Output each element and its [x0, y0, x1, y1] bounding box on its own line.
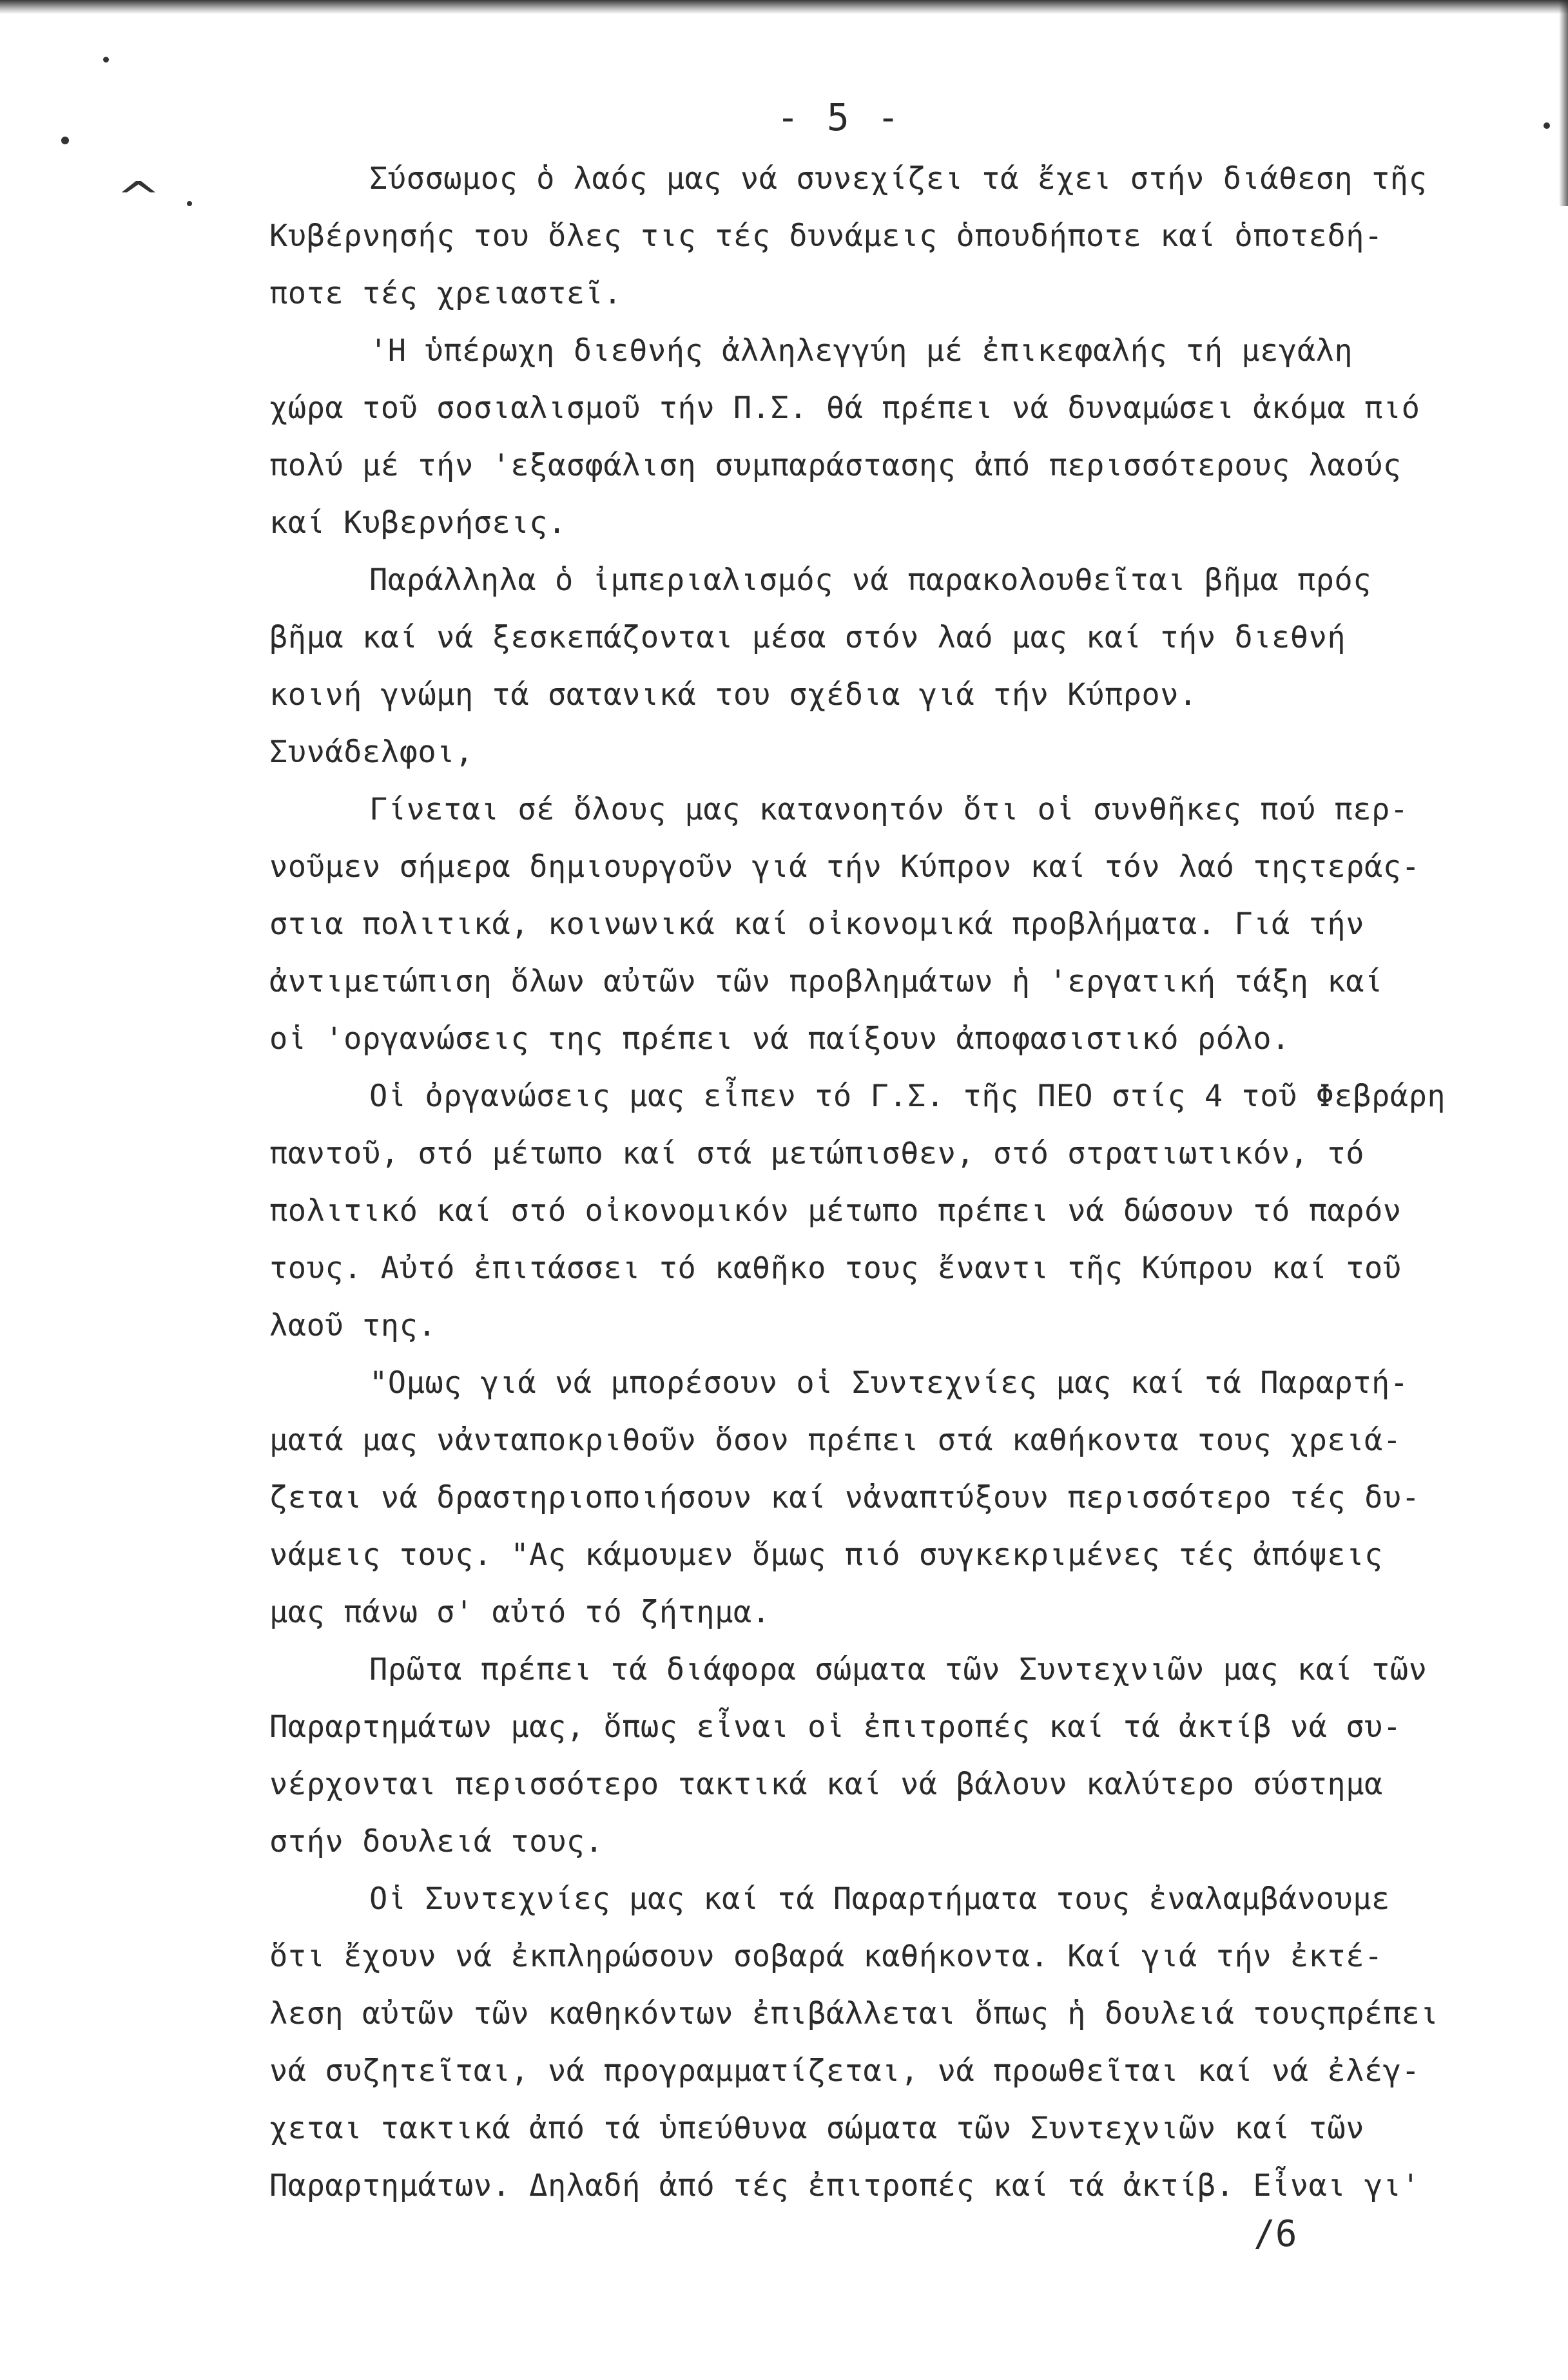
text-line: στια πολιτικά, κοινωνικά καί οἰκονομικά προβλήματα. Γιά τήν — [269, 907, 1364, 942]
text-line: ἀντιμετώπιση ὅλων αὐτῶν τῶν προβλημάτων ἡ 'εργατική τάξη καί — [269, 964, 1383, 999]
scan-top-edge — [0, 0, 1568, 14]
text-line: Οἱ ὀργανώσεις μας εἶπεν τό Γ.Σ. τῆς ΠΕΟ στίς 4 τοῦ Φεβράρη — [369, 1079, 1446, 1114]
page-continuation: /6 — [1253, 2213, 1297, 2255]
text-line: Παραρτημάτων μας, ὅπως εἶναι οἱ ἐπιτροπές καί τά ἀκτίβ νά συ- — [269, 1709, 1402, 1745]
scan-speck — [1544, 122, 1550, 129]
text-line: τους. Αὐτό ἐπιτάσσει τό καθῆκο τους ἔναντι τῆς Κύπρου καί τοῦ — [269, 1251, 1402, 1286]
text-line: νάμεις τους. "Ας κάμουμεν ὅμως πιό συγκεκριμένες τές ἀπόψεις — [269, 1537, 1383, 1573]
text-line: νοῦμεν σήμερα δημιουργοῦν γιά τήν Κύπρον καί τόν λαό τηςτεράς- — [269, 849, 1420, 885]
text-line: στήν δουλειά τους. — [269, 1824, 604, 1859]
text-line: βῆμα καί νά ξεσκεπάζονται μέσα στόν λαό μας καί τήν διεθνή — [269, 620, 1346, 655]
text-line: 'Η ὑπέρωχη διεθνής ἀλληλεγγύη μέ ἐπικεφαλής τή μεγάλη — [369, 333, 1353, 369]
text-line: Κυβέρνησής του ὅλες τις τές δυνάμεις ὁπουδήποτε καί ὁποτεδή- — [269, 218, 1383, 254]
text-line: πολιτικό καί στό οἰκονομικόν μέτωπο πρέπει νά δώσουν τό παρόν — [269, 1193, 1402, 1229]
page-number: - 5 - — [777, 95, 902, 139]
text-line: μας πάνω σ' αὐτό τό ζήτημα. — [269, 1595, 771, 1630]
text-line: λεση αὐτῶν τῶν καθηκόντων ἐπιβάλλεται ὅπως ἡ δουλειά τουςπρέπει — [269, 1996, 1439, 2031]
text-line: ποτε τές χρειαστεῖ. — [269, 276, 623, 311]
text-line: Οἱ Συντεχνίες μας καί τά Παραρτήματα τους ἐναλαμβάνουμε — [369, 1881, 1390, 1917]
text-line: ζεται νά δραστηριοποιήσουν καί νἀναπτύξουν περισσότερο τές δυ- — [269, 1480, 1420, 1515]
text-line: "Ομως γιά νά μπορέσουν οἱ Συντεχνίες μας καί τά Παραρτή- — [369, 1365, 1409, 1401]
text-line: χώρα τοῦ σοσιαλισμοῦ τήν Π.Σ. θά πρέπει νά δυναμώσει ἀκόμα πιό — [269, 390, 1420, 426]
text-line: κοινή γνώμη τά σατανικά του σχέδια γιά τήν Κύπρον. — [269, 677, 1197, 713]
scan-right-edge — [1559, 0, 1568, 206]
text-line: παντοῦ, στό μέτωπο καί στά μετώπισθεν, στό στρατιωτικόν, τό — [269, 1136, 1364, 1171]
text-line: πολύ μέ τήν 'εξασφάλιση συμπαράστασης ἀπό περισσότερους λαούς — [269, 448, 1402, 483]
text-line: Παραρτημάτων. Δηλαδή ἀπό τές ἐπιτροπές καί τά ἀκτίβ. Εἶναι γι' — [269, 2168, 1420, 2203]
text-line: οἱ 'οργανώσεις της πρέπει νά παίξουν ἀποφασιστικό ρόλο. — [269, 1021, 1290, 1057]
text-line: Παράλληλα ὁ ἰμπεριαλισμός νά παρακολουθεῖται βῆμα πρός — [369, 562, 1372, 598]
text-line: ὅτι ἔχουν νά ἐκπληρώσουν σοβαρά καθήκοντα. Καί γιά τήν ἐκτέ- — [269, 1939, 1383, 1974]
text-line: Πρῶτα πρέπει τά διάφορα σώματα τῶν Συντεχνιῶν μας καί τῶν — [369, 1652, 1428, 1687]
text-line: ματά μας νἀνταποκριθοῦν ὅσον πρέπει στά καθήκοντα τους χρειά- — [269, 1423, 1402, 1458]
salutation: Συνάδελφοι, — [269, 734, 474, 770]
scan-speck — [103, 57, 109, 62]
scan-speck — [187, 201, 192, 206]
text-line: νέρχονται περισσότερο τακτικά καί νά βάλουν καλύτερο σύστημα — [269, 1767, 1383, 1802]
text-line: λαοῦ της. — [269, 1308, 437, 1343]
text-line: χεται τακτικά ἀπό τά ὑπεύθυνα σώματα τῶν Συντεχνιῶν καί τῶν — [269, 2111, 1364, 2146]
scan-speck — [61, 137, 69, 144]
caret-mark-icon: ^ — [115, 174, 161, 222]
text-line: Σύσσωμος ὁ λαός μας νά συνεχίζει τά ἔχει στήν διάθεση τῆς — [369, 161, 1428, 197]
text-line: καί Κυβερνήσεις. — [269, 505, 566, 541]
text-line: Γίνεται σέ ὅλους μας κατανοητόν ὅτι οἱ συνθῆκες πού περ- — [369, 792, 1409, 827]
text-line: νά συζητεῖται, νά προγραμματίζεται, νά προωθεῖται καί νά ἐλέγ- — [269, 2053, 1420, 2089]
